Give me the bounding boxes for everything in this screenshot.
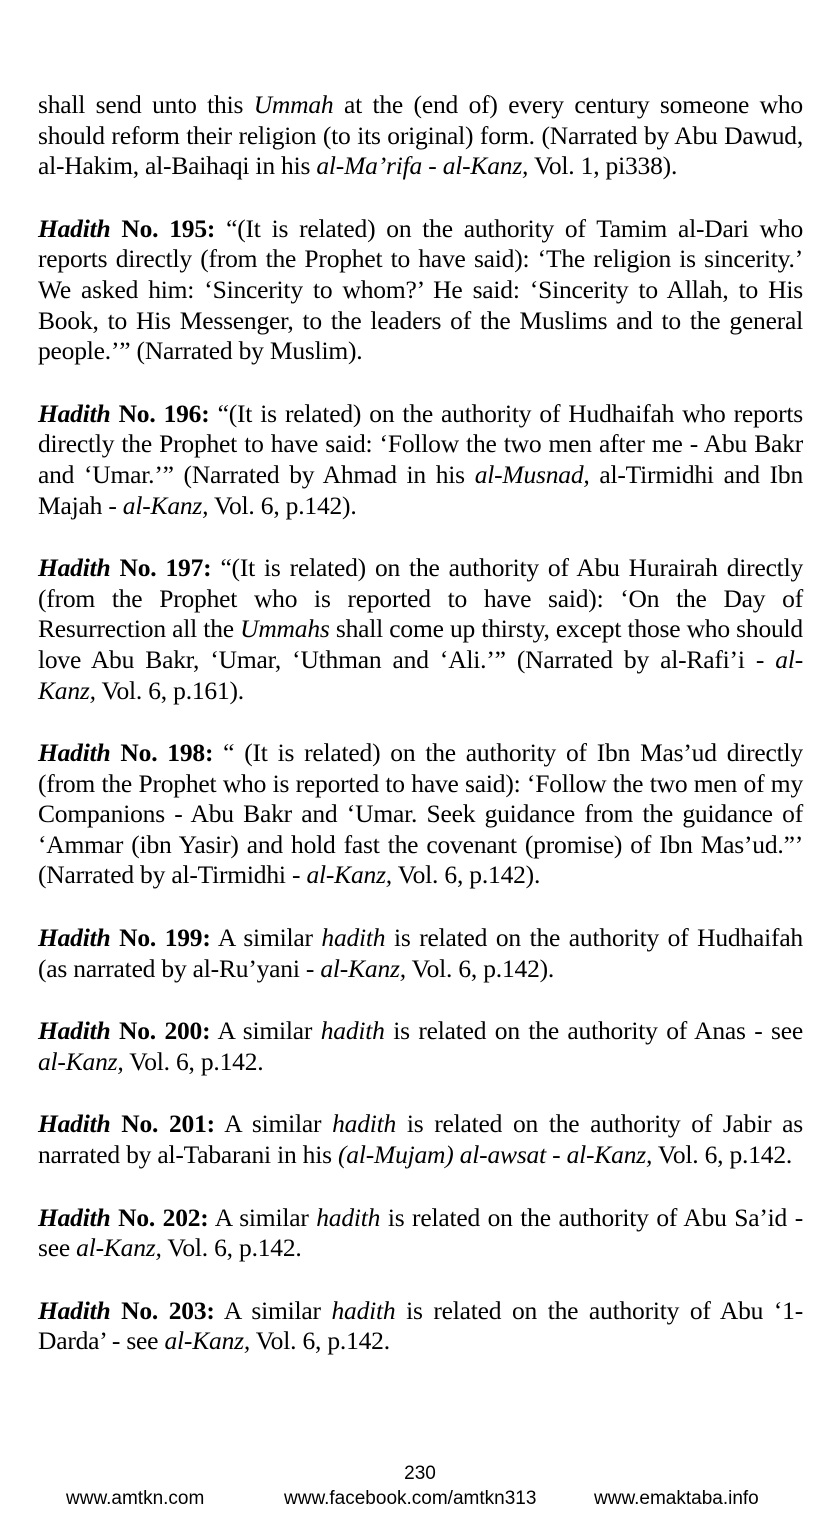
hadith-label: Hadith xyxy=(38,553,111,583)
text-run: is related on the authority of Anas - see xyxy=(384,1016,803,1046)
hadith-label: Hadith xyxy=(38,1109,111,1139)
footer-link-amtkn[interactable]: www.amtkn.com xyxy=(66,1488,205,1509)
italic-text-run: al-Kanz, xyxy=(164,1326,251,1356)
text-run: - xyxy=(422,151,443,181)
text-run: Vol. 6, p.142. xyxy=(250,1326,390,1356)
text-run: al-Tirmidhi and Ibn Majah - xyxy=(38,459,804,520)
hadith-paragraph xyxy=(38,1016,803,1077)
text-run: shall send unto this xyxy=(38,90,254,119)
continued-paragraph xyxy=(38,90,803,182)
text-run: is related on the authority of Abu Sa’id - see xyxy=(38,1202,803,1263)
hadith-paragraph xyxy=(38,1109,803,1170)
text-run: shall come up thirsty, except those who should love Abu Bakr, ‘Umar, ‘Uthman and ‘Ali.’” (Narrated by al-Rafi’i - xyxy=(38,614,803,674)
hadith-label: No. 201: xyxy=(110,1109,215,1139)
hadith-label: No. 196: xyxy=(110,398,210,428)
text-run: A similar xyxy=(208,1202,317,1232)
document-body xyxy=(38,90,803,1389)
hadith-label: Hadith xyxy=(38,1295,111,1325)
hadith-label: Hadith xyxy=(38,398,111,428)
italic-text-run: al-Ma’rifa xyxy=(316,151,423,181)
text-run: Vol. 6, p.142. xyxy=(161,1233,302,1263)
italic-text-run: al-Kanz, xyxy=(306,860,392,890)
hadith-label: Hadith xyxy=(38,738,111,768)
italic-text-run: al-Kanz, xyxy=(122,490,209,520)
italic-text-run: al-Kanz, xyxy=(76,1233,162,1263)
text-run: A similar xyxy=(210,923,322,953)
text-run: is related on the authority of Jabir as narrated by al-Tabarani in his xyxy=(38,1109,803,1170)
italic-text-run: (al-Mujam) al-awsat - al-Kanz, xyxy=(338,1140,653,1170)
hadith-label: No. 200: xyxy=(110,1016,211,1046)
hadith-label: No. 199: xyxy=(110,923,211,953)
italic-text-run: al-Kanz, xyxy=(38,644,803,705)
text-run: “(It is related) on the authority of Hudhaifah who reports directly the Prophet to have said: ‘Follow the two men after me - Abu Bakr and ‘Umar.’” (Narrated by Ahmad in his xyxy=(38,398,804,489)
text-run: A similar xyxy=(214,1109,333,1139)
italic-text-run: al-Kanz, xyxy=(320,953,406,983)
page-number: 230 xyxy=(404,1463,436,1484)
text-run: Vol. 6, p.142). xyxy=(208,490,357,520)
hadith-paragraph xyxy=(38,738,803,891)
italic-text-run: hadith xyxy=(320,1016,385,1046)
text-run: Vol. 6, p.142). xyxy=(405,953,555,983)
italic-text-run: hadith xyxy=(331,1295,396,1325)
hadith-label: No. 198: xyxy=(110,738,214,768)
footer-link-facebook[interactable]: www.facebook.com/amtkn313 xyxy=(284,1488,537,1509)
hadith-label: No. 202: xyxy=(110,1202,209,1232)
hadith-paragraph xyxy=(38,1203,803,1264)
text-run: A similar xyxy=(214,1295,332,1325)
hadith-label: No. 195: xyxy=(110,213,216,243)
hadith-paragraph xyxy=(38,923,803,984)
text-run: Vol. 6, p.142. xyxy=(123,1046,264,1076)
text-run: “ (It is related) on the authority of Ibn Mas’ud directly (from the Prophet who is reported to have said): ‘Follow the two men of my Companions - Abu Bakr and ‘Umar. Seek guidance from the guidance of ‘Ammar (ibn Yasir) and hold fast the covenant (promise) of Ibn Mas’ud.”’ (Narrated by al-Tirmidhi - xyxy=(38,738,803,890)
italic-text-run: hadith xyxy=(321,923,386,953)
hadith-paragraph xyxy=(38,399,803,521)
hadith-label: Hadith xyxy=(38,1202,111,1232)
italic-text-run: hadith xyxy=(316,1202,381,1232)
text-run: A similar xyxy=(210,1016,321,1046)
text-run: is related on the authority of Abu ‘1-Darda’ - see xyxy=(38,1295,804,1356)
hadith-label: Hadith xyxy=(38,923,111,953)
italic-text-run: Ummah xyxy=(253,90,334,119)
text-run: Vol. 6, p.142. xyxy=(652,1140,793,1170)
italic-text-run: al-Kanz, xyxy=(442,151,529,181)
footer-link-emaktaba[interactable]: www.emaktaba.info xyxy=(594,1488,759,1509)
text-run: “(It is related) on the authority of Tamim al-Dari who reports directly (from the Prophet to have said): ‘The religion is sincerity.’ We asked him: ‘Sincerity to whom?’ He said: ‘Sincerity to Allah, to His Book, to His Messenger, to the leaders of the Muslims and to the general people.’” (Narrated by Muslim). xyxy=(38,213,803,366)
hadith-label: No. 197: xyxy=(110,553,212,583)
italic-text-run: al-Kanz, xyxy=(38,1046,124,1076)
hadith-paragraph xyxy=(38,214,803,367)
text-run: is related on the authority of Hudhaifah (as narrated by al-Ru’yani - xyxy=(38,923,803,983)
hadith-paragraph xyxy=(38,1296,803,1357)
italic-text-run: Ummahs xyxy=(240,614,330,644)
text-run: Vol. 6, p.142). xyxy=(391,860,541,890)
italic-text-run: al-Musnad, xyxy=(474,459,590,489)
italic-text-run: hadith xyxy=(332,1109,397,1139)
text-run: Vol. 1, pi338). xyxy=(528,151,678,181)
hadith-label: Hadith xyxy=(38,213,111,243)
text-run: at the (end of) every century someone who should reform their religion (to its original) form. (Narrated by Abu Dawud, al-Hakim, al-Baihaqi in his xyxy=(38,90,803,181)
hadith-label: No. 203: xyxy=(110,1295,215,1325)
hadith-label: Hadith xyxy=(38,1016,111,1046)
text-run: “(It is related) on the authority of Abu Hurairah directly (from the Prophet who is reported to have said): ‘On the Day of Resurrection all the xyxy=(38,553,804,644)
text-run: Vol. 6, p.161). xyxy=(95,675,244,705)
hadith-paragraph xyxy=(38,553,803,706)
